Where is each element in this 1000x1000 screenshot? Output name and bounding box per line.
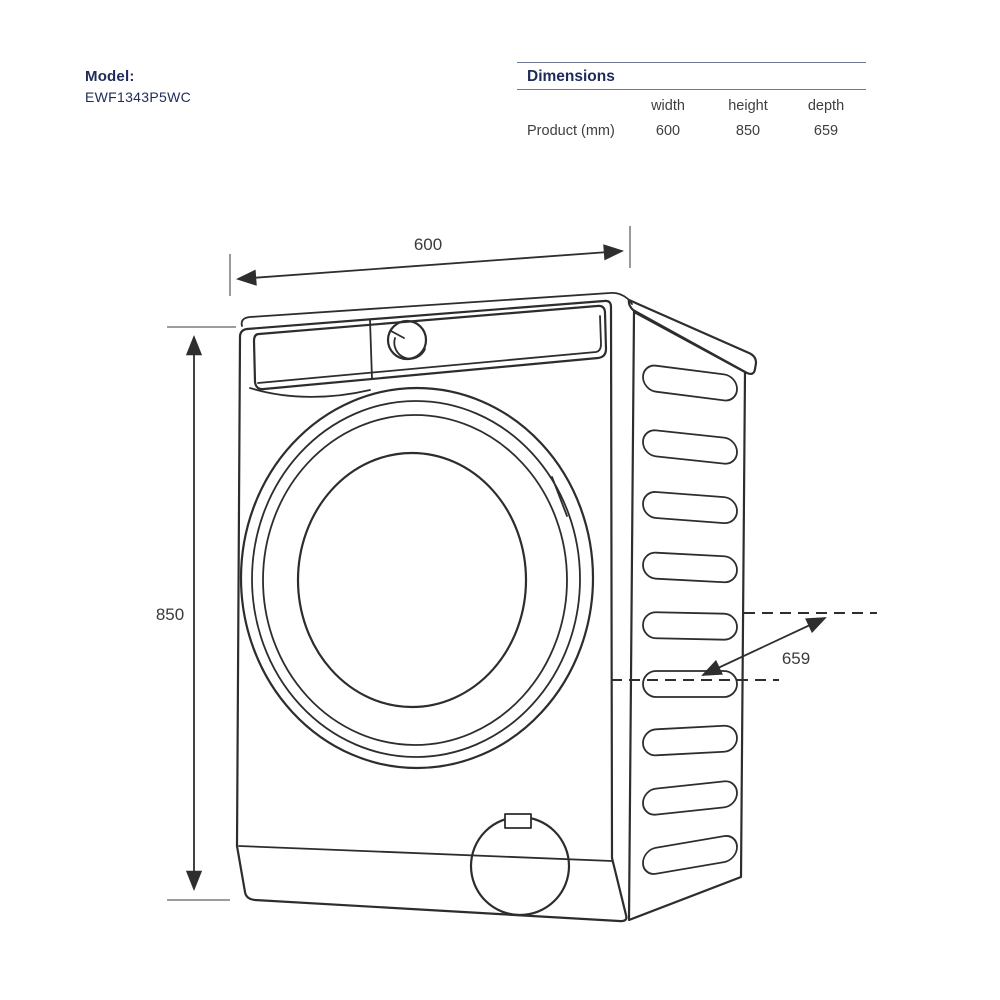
vent-slot: [643, 552, 737, 583]
width-arrow: [238, 251, 622, 279]
col-header-depth: depth: [807, 98, 845, 114]
side-vent-slots: [643, 364, 737, 876]
product-row-label: Product (mm): [527, 123, 615, 139]
col-header-width: width: [651, 98, 685, 114]
vent-slot: [643, 612, 737, 640]
washing-machine-drawing: [237, 293, 756, 921]
front-panel: [237, 301, 626, 921]
width-dimension-annotation: [230, 226, 630, 296]
model-number: EWF1343P5WC: [85, 89, 191, 105]
vent-slot: [643, 671, 737, 697]
vent-slot: [643, 725, 737, 756]
height-dim-label: 850: [155, 605, 185, 624]
col-header-height: height: [728, 98, 768, 114]
drain-filter-notch: [505, 814, 531, 828]
value-height: 850: [735, 123, 761, 139]
model-label: Model:: [85, 68, 135, 85]
table-title: Dimensions: [527, 68, 615, 85]
depth-dim-label: 659: [781, 649, 811, 668]
value-depth: 659: [813, 123, 839, 139]
value-width: 600: [655, 123, 681, 139]
width-dim-label: 600: [413, 235, 443, 254]
height-dimension-annotation: [156, 327, 236, 900]
